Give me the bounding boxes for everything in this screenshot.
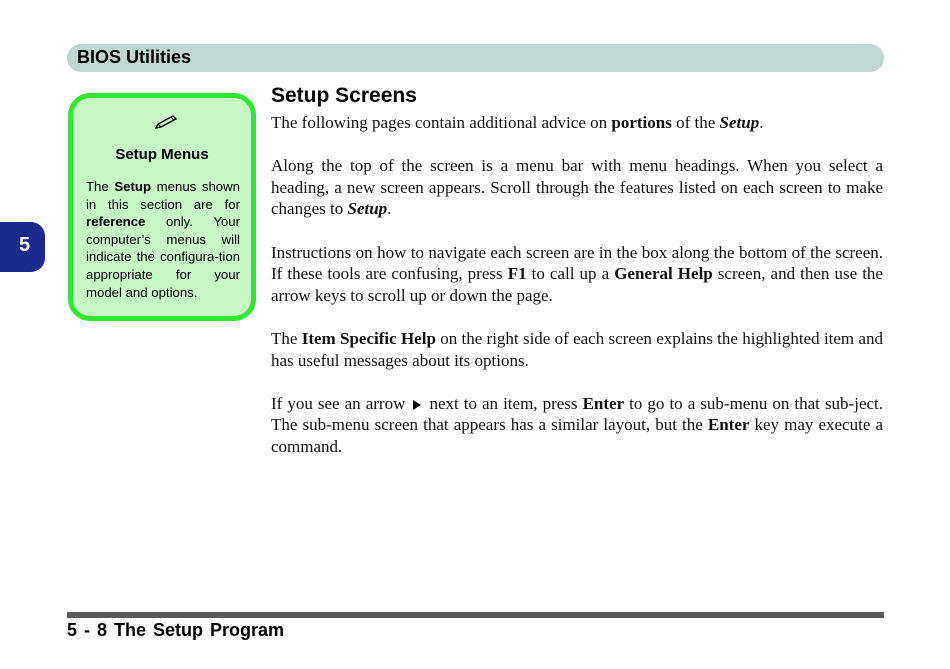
chapter-tab <box>0 222 45 272</box>
paragraph-1: The following pages contain additional advice on portions of the Setup. <box>271 113 764 132</box>
footer-page-label: 5 - 8 The Setup Program <box>67 620 285 640</box>
pencil-icon <box>153 114 179 130</box>
main-content <box>271 84 883 479</box>
submenu-arrow-icon <box>412 400 422 410</box>
paragraph-3: Instructions on how to navigate each screen are in the box along the bottom of the screen. If these tools are confusing, press F1 to call up a General Help screen, and then use the arrow keys to scroll up or down the page. <box>271 242 883 305</box>
footer-rule <box>67 612 884 618</box>
note-body: The Setup menus shown in this section are for reference only. Your computer’s menus will indicate the configura-tion appropriate for your model and options. <box>86 179 241 300</box>
header-title: BIOS Utilities <box>77 47 192 67</box>
header-bar <box>67 44 884 72</box>
note-box <box>68 93 256 321</box>
paragraph-4: The Item Specific Help on the right side of each screen explains the highlighted item and has useful messages about its options. <box>271 328 883 370</box>
paragraph-2: Along the top of the screen is a menu bar with menu headings. When you select a heading, a new screen appears. Scroll through the features listed on each screen to make changes to Setup. <box>271 156 883 219</box>
note-title: Setup Menus <box>115 146 209 163</box>
section-title: Setup Screens <box>271 84 417 107</box>
paragraph-5: If you see an arrow next to an item, press Enter to go to a sub-menu on that sub-ject. The sub-menu screen that appears has a similar layout, but the Enter key may execute a command. <box>271 393 884 456</box>
chapter-number: 5 <box>19 234 31 256</box>
